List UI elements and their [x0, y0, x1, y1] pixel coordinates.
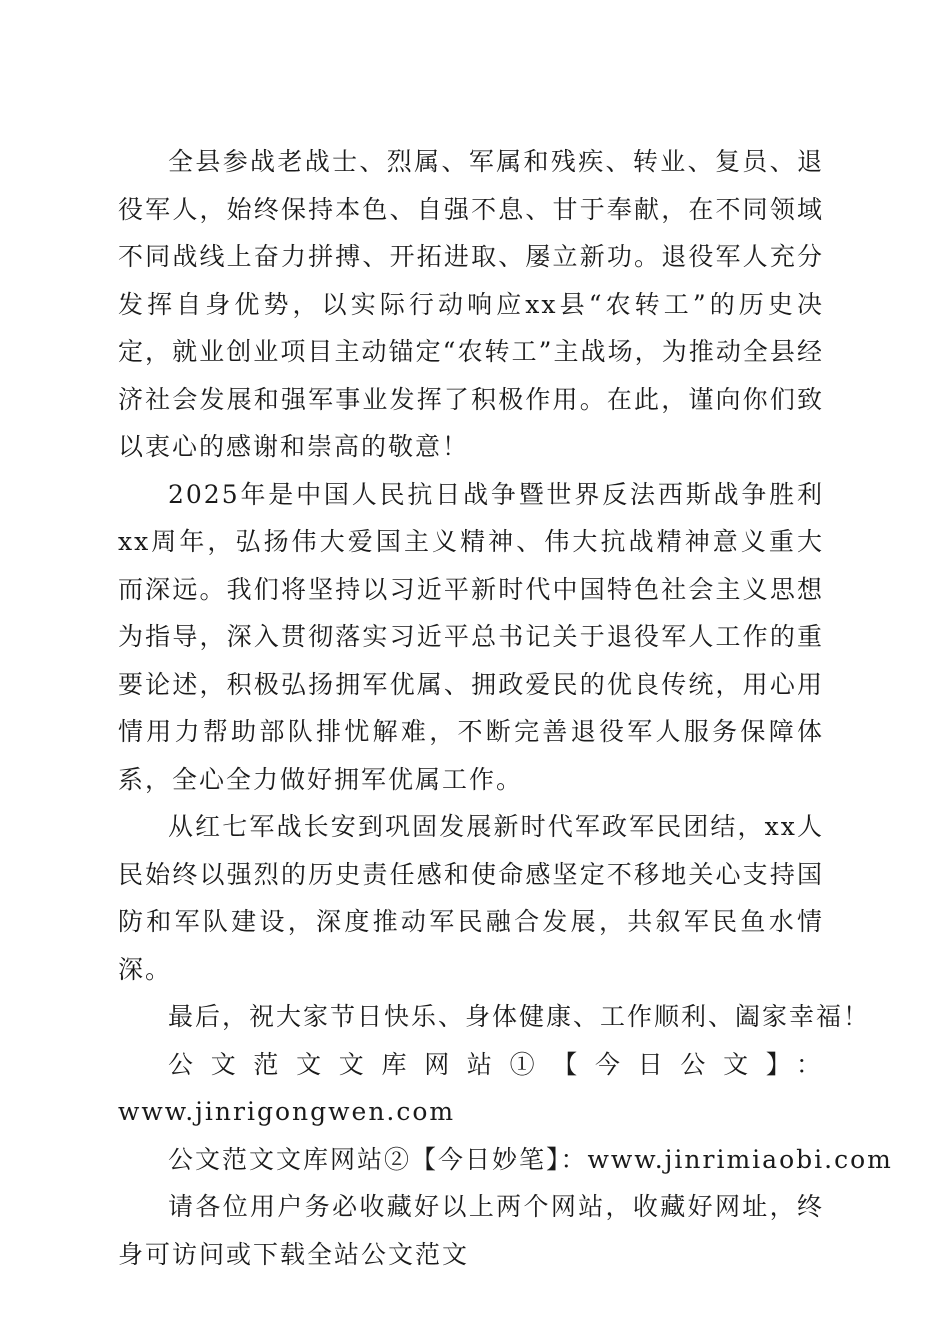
site1-label: 公文范文文库网站①【今日公文】： — [168, 1049, 824, 1079]
paragraph-site1 — [118, 1041, 824, 1136]
site1-url-link[interactable]: www.jinrigongwen.com — [118, 1097, 456, 1126]
paragraph-greeting: 最后，祝大家节日快乐、身体健康、工作顺利、阖家幸福！ — [168, 1002, 871, 1031]
document-body — [118, 138, 893, 1278]
paragraph-site2: 公文范文文库网站②【今日妙笔】：www.jinrimiaobi.com — [168, 1144, 893, 1174]
paragraph-unity: 从红七军战长安到巩固发展新时代军政军民团结，xx人民始终以强烈的历史责任感和使命感坚定不移地关心支持国防和军队建设，深度推动军民融合发展，共叙军民鱼水情深。 — [118, 812, 824, 984]
paragraph-closing-note: 请各位用户务必收藏好以上两个网站，收藏好网址，终身可访问或下载全站公文范文 — [118, 1192, 824, 1269]
paragraph-veterans: 全县参战老战士、烈属、军属和残疾、转业、复员、退役军人，始终保持本色、自强不息、甘于奉献，在不同领域不同战线上奋力拼搏、开拓进取、屡立新功。退役军人充分发挥自身优势，以实际行动响应xx县“农转工”的历史决定，就业创业项目主动锚定“农转工”主战场，为推动全县经济社会发展和强军事业发挥了积极作用。在此，谨向你们致以衷心的感谢和崇高的敬意！ — [118, 147, 824, 461]
paragraph-anniversary: 2025年是中国人民抗日战争暨世界反法西斯战争胜利xx周年，弘扬伟大爱国主义精神、伟大抗战精神意义重大而深远。我们将坚持以习近平新时代中国特色社会主义思想为指导，深入贯彻落实习近平总书记关于退役军人工作的重要论述，积极弘扬拥军优属、拥政爱民的优良传统，用心用情用力帮助部队排忧解难，不断完善退役军人服务保障体系，全心全力做好拥军优属工作。 — [118, 479, 824, 794]
